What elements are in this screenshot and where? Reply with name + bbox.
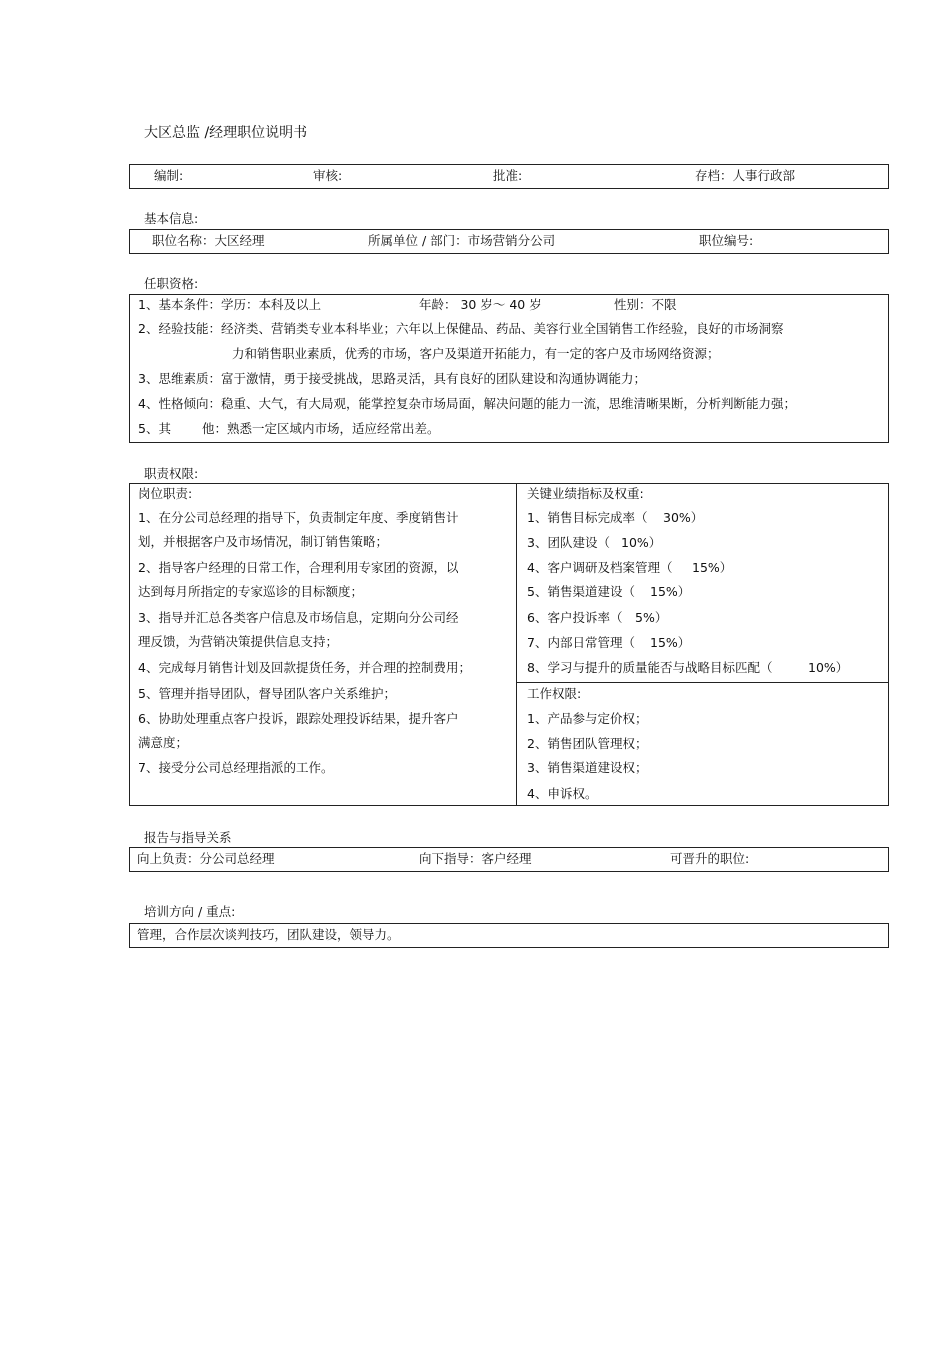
kpi-value: 10%） bbox=[808, 660, 849, 675]
duty-line: 7、接受分公司总经理指派的工作。 bbox=[138, 760, 334, 775]
kpi-value: 15%） bbox=[650, 635, 691, 650]
unit-department: 所属单位 / 部门：市场营销分公司 bbox=[368, 233, 556, 248]
qual-experience-line1: 2、经验技能：经济类、营销类专业本科毕业；六年以上保健品、药品、美容行业全国销售工作经验，良好的市场洞察 bbox=[138, 321, 784, 336]
kpi-label: 7、内部日常管理（ bbox=[527, 635, 635, 650]
duty-line: 6、协助处理重点客户投诉，跟踪处理投诉结果，提升客户 bbox=[138, 711, 459, 726]
duties-box bbox=[129, 483, 889, 806]
report-up: 向上负责：分公司总经理 bbox=[137, 851, 275, 866]
authority-divider bbox=[517, 682, 888, 683]
review-label: 审核: bbox=[313, 168, 343, 183]
training-text: 管理，合作层次谈判技巧，团队建设，领导力。 bbox=[137, 927, 400, 942]
qualifications-heading: 任职资格: bbox=[144, 276, 199, 291]
kpi-label: 8、学习与提升的质量能否与战略目标匹配（ bbox=[527, 660, 773, 675]
report-down: 向下指导：客户经理 bbox=[419, 851, 532, 866]
header-row-box bbox=[129, 164, 889, 189]
duty-line: 1、在分公司总经理的指导下，负责制定年度、季度销售计 bbox=[138, 510, 459, 525]
qual-personality: 4、性格倾向：稳重、大气，有大局观，能掌控复杂市场局面，解决问题的能力一流，思维清晰果断，分析判断能力强； bbox=[138, 396, 796, 411]
archive-label: 存档：人事行政部 bbox=[695, 168, 796, 183]
kpi-value: 10%） bbox=[621, 535, 662, 550]
duty-line: 划，并根据客户及市场情况，制订销售策略； bbox=[138, 534, 389, 549]
duty-line: 理反馈，为营销决策提供信息支持； bbox=[138, 634, 339, 649]
duty-line: 达到每月所指定的专家巡诊的目标额度； bbox=[138, 584, 364, 599]
qual-other-label: 5、其 bbox=[138, 421, 171, 436]
qual-experience-line2: 力和销售职业素质，优秀的市场，客户及渠道开拓能力，有一定的客户及市场网络资源； bbox=[232, 346, 720, 361]
kpi-value: 5%） bbox=[635, 610, 668, 625]
authority-item: 2、销售团队管理权； bbox=[527, 736, 648, 751]
duty-line: 5、管理并指导团队，督导团队客户关系维护； bbox=[138, 686, 396, 701]
kpi-value: 30%） bbox=[663, 510, 704, 525]
qual-basic: 1、基本条件：学历：本科及以上 bbox=[138, 297, 321, 312]
position-name: 职位名称：大区经理 bbox=[152, 233, 265, 248]
kpi-label: 1、销售目标完成率（ bbox=[527, 510, 648, 525]
duties-column-divider bbox=[516, 484, 517, 805]
basic-info-box bbox=[129, 229, 889, 254]
qual-gender: 性别：不限 bbox=[614, 297, 677, 312]
duty-line: 3、指导并汇总各类客户信息及市场信息，定期向分公司经 bbox=[138, 610, 459, 625]
kpi-label: 5、销售渠道建设（ bbox=[527, 584, 635, 599]
authority-item: 3、销售渠道建设权； bbox=[527, 760, 648, 775]
approve-label: 批准: bbox=[493, 168, 523, 183]
document-title: 大区总监 /经理职位说明书 bbox=[144, 125, 308, 141]
duty-line: 满意度； bbox=[138, 735, 189, 750]
reporting-heading: 报告与指导关系 bbox=[144, 830, 232, 845]
kpi-label: 3、团队建设（ bbox=[527, 535, 610, 550]
kpi-heading: 关键业绩指标及权重: bbox=[527, 486, 644, 501]
kpi-value: 15%） bbox=[650, 584, 691, 599]
position-number: 职位编号: bbox=[699, 233, 754, 248]
basic-info-heading: 基本信息: bbox=[144, 211, 199, 226]
training-heading: 培训方向 / 重点: bbox=[144, 904, 236, 919]
authority-item: 1、产品参与定价权； bbox=[527, 711, 648, 726]
duty-line: 2、指导客户经理的日常工作，合理利用专家团的资源，以 bbox=[138, 560, 459, 575]
kpi-label: 6、客户投诉率（ bbox=[527, 610, 623, 625]
qualifications-box bbox=[129, 294, 889, 443]
duties-heading: 职责权限: bbox=[144, 466, 199, 481]
authority-item: 4、申诉权。 bbox=[527, 786, 598, 801]
reporting-box bbox=[129, 847, 889, 872]
duty-line: 4、完成每月销售计划及回款提货任务，并合理的控制费用； bbox=[138, 660, 471, 675]
compile-label: 编制: bbox=[154, 168, 184, 183]
training-box bbox=[129, 923, 889, 948]
qual-other-text: 他：熟悉一定区域内市场，适应经常出差。 bbox=[202, 421, 440, 436]
promotion-position: 可晋升的职位: bbox=[670, 851, 750, 866]
duties-left-heading: 岗位职责: bbox=[138, 486, 193, 501]
qual-age: 年龄： 30 岁～ 40 岁 bbox=[419, 297, 542, 312]
qual-thinking: 3、思维素质：富于激情，勇于接受挑战，思路灵活，具有良好的团队建设和沟通协调能力； bbox=[138, 371, 646, 386]
kpi-label: 4、客户调研及档案管理（ bbox=[527, 560, 673, 575]
authority-heading: 工作权限: bbox=[527, 686, 582, 701]
kpi-value: 15%） bbox=[692, 560, 733, 575]
